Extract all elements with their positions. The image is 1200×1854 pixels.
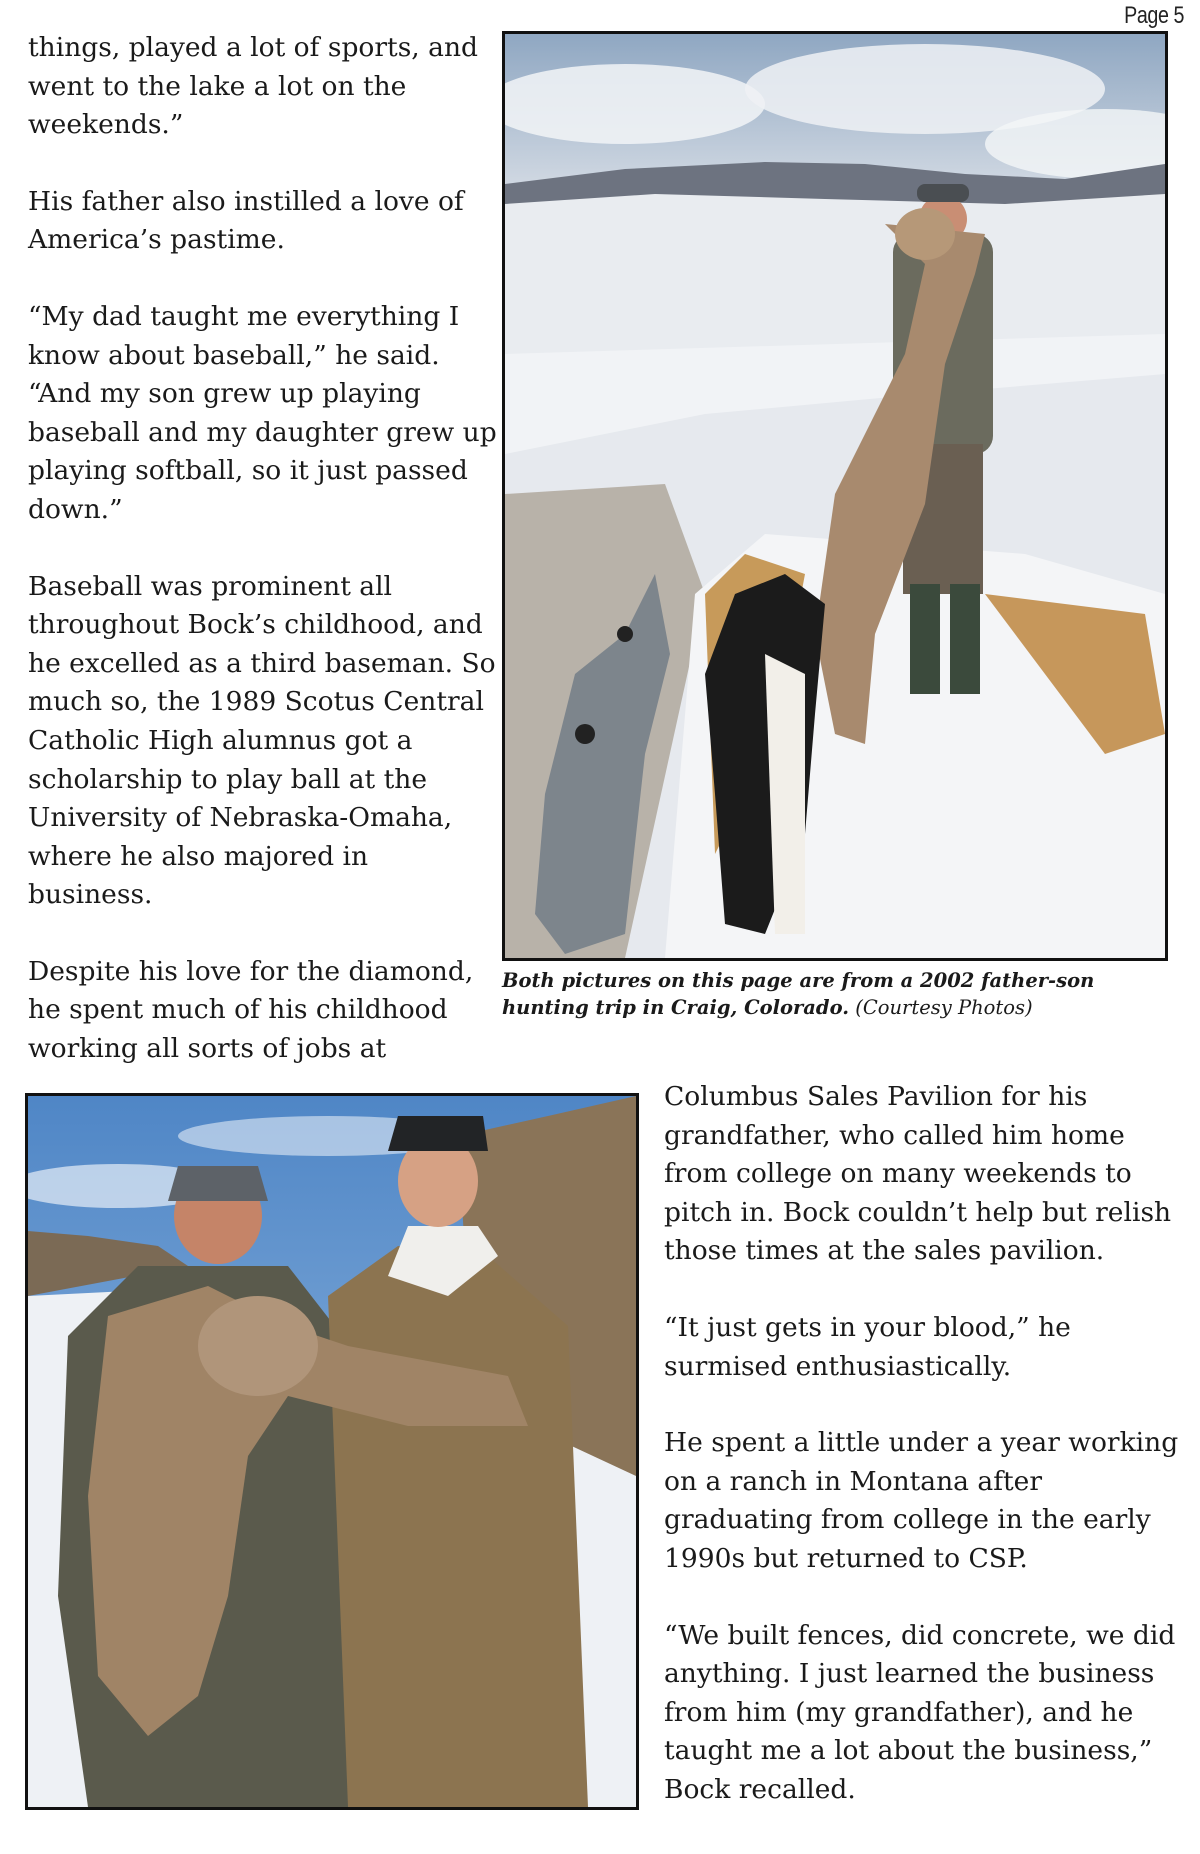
paragraph: “My dad taught me everything I know about baseball,” he said. “And my son grew up playing baseball and my daughter grew up playing softball, so it just passed down.” (28, 300, 497, 525)
paragraph: “It just gets in your blood,” he surmised enthusiastically. (664, 1311, 1071, 1382)
caption-credit: (Courtesy Photos) (849, 996, 1033, 1019)
paragraph: Baseball was prominent all throughout Bock’s childhood, and he excelled as a third baseman. So much so, the 1989 Scotus Central Catholic High alumnus got a scholarship to play ball at the University of Nebraska-Omaha, where he also majored in business. (28, 570, 496, 911)
hunting-photo-mountain-lion-dogs (502, 31, 1168, 961)
article-column-right (664, 1078, 1184, 1810)
paragraph: He spent a little under a year working on a ranch in Montana after graduating from college in the early 1990s but returned to CSP. (664, 1427, 1179, 1574)
caption-text: Both pictures on this page are from a 2002 father-son hunting trip in Craig, Colorado. (502, 969, 1095, 1019)
paragraph: “We built fences, did concrete, we did anything. I just learned the business from him (my grandfather), and he taught me a lot about the business,” Bock recalled. (664, 1619, 1176, 1805)
photo-caption (502, 967, 1182, 1021)
paragraph: Despite his love for the diamond, he spent much of his childhood working all sorts of jobs at (28, 955, 474, 1065)
article-column-left (28, 29, 498, 1069)
hunting-photo-father-son (25, 1093, 639, 1810)
page-number: Page 5 (1124, 2, 1184, 29)
paragraph: Columbus Sales Pavilion for his grandfather, who called him home from college on many weekends to pitch in. Bock couldn’t help but relish those times at the sales pavilion. (664, 1081, 1172, 1267)
paragraph: His father also instilled a love of America’s pastime. (28, 185, 464, 256)
paragraph: things, played a lot of sports, and went to the lake a lot on the weekends.” (28, 32, 478, 141)
